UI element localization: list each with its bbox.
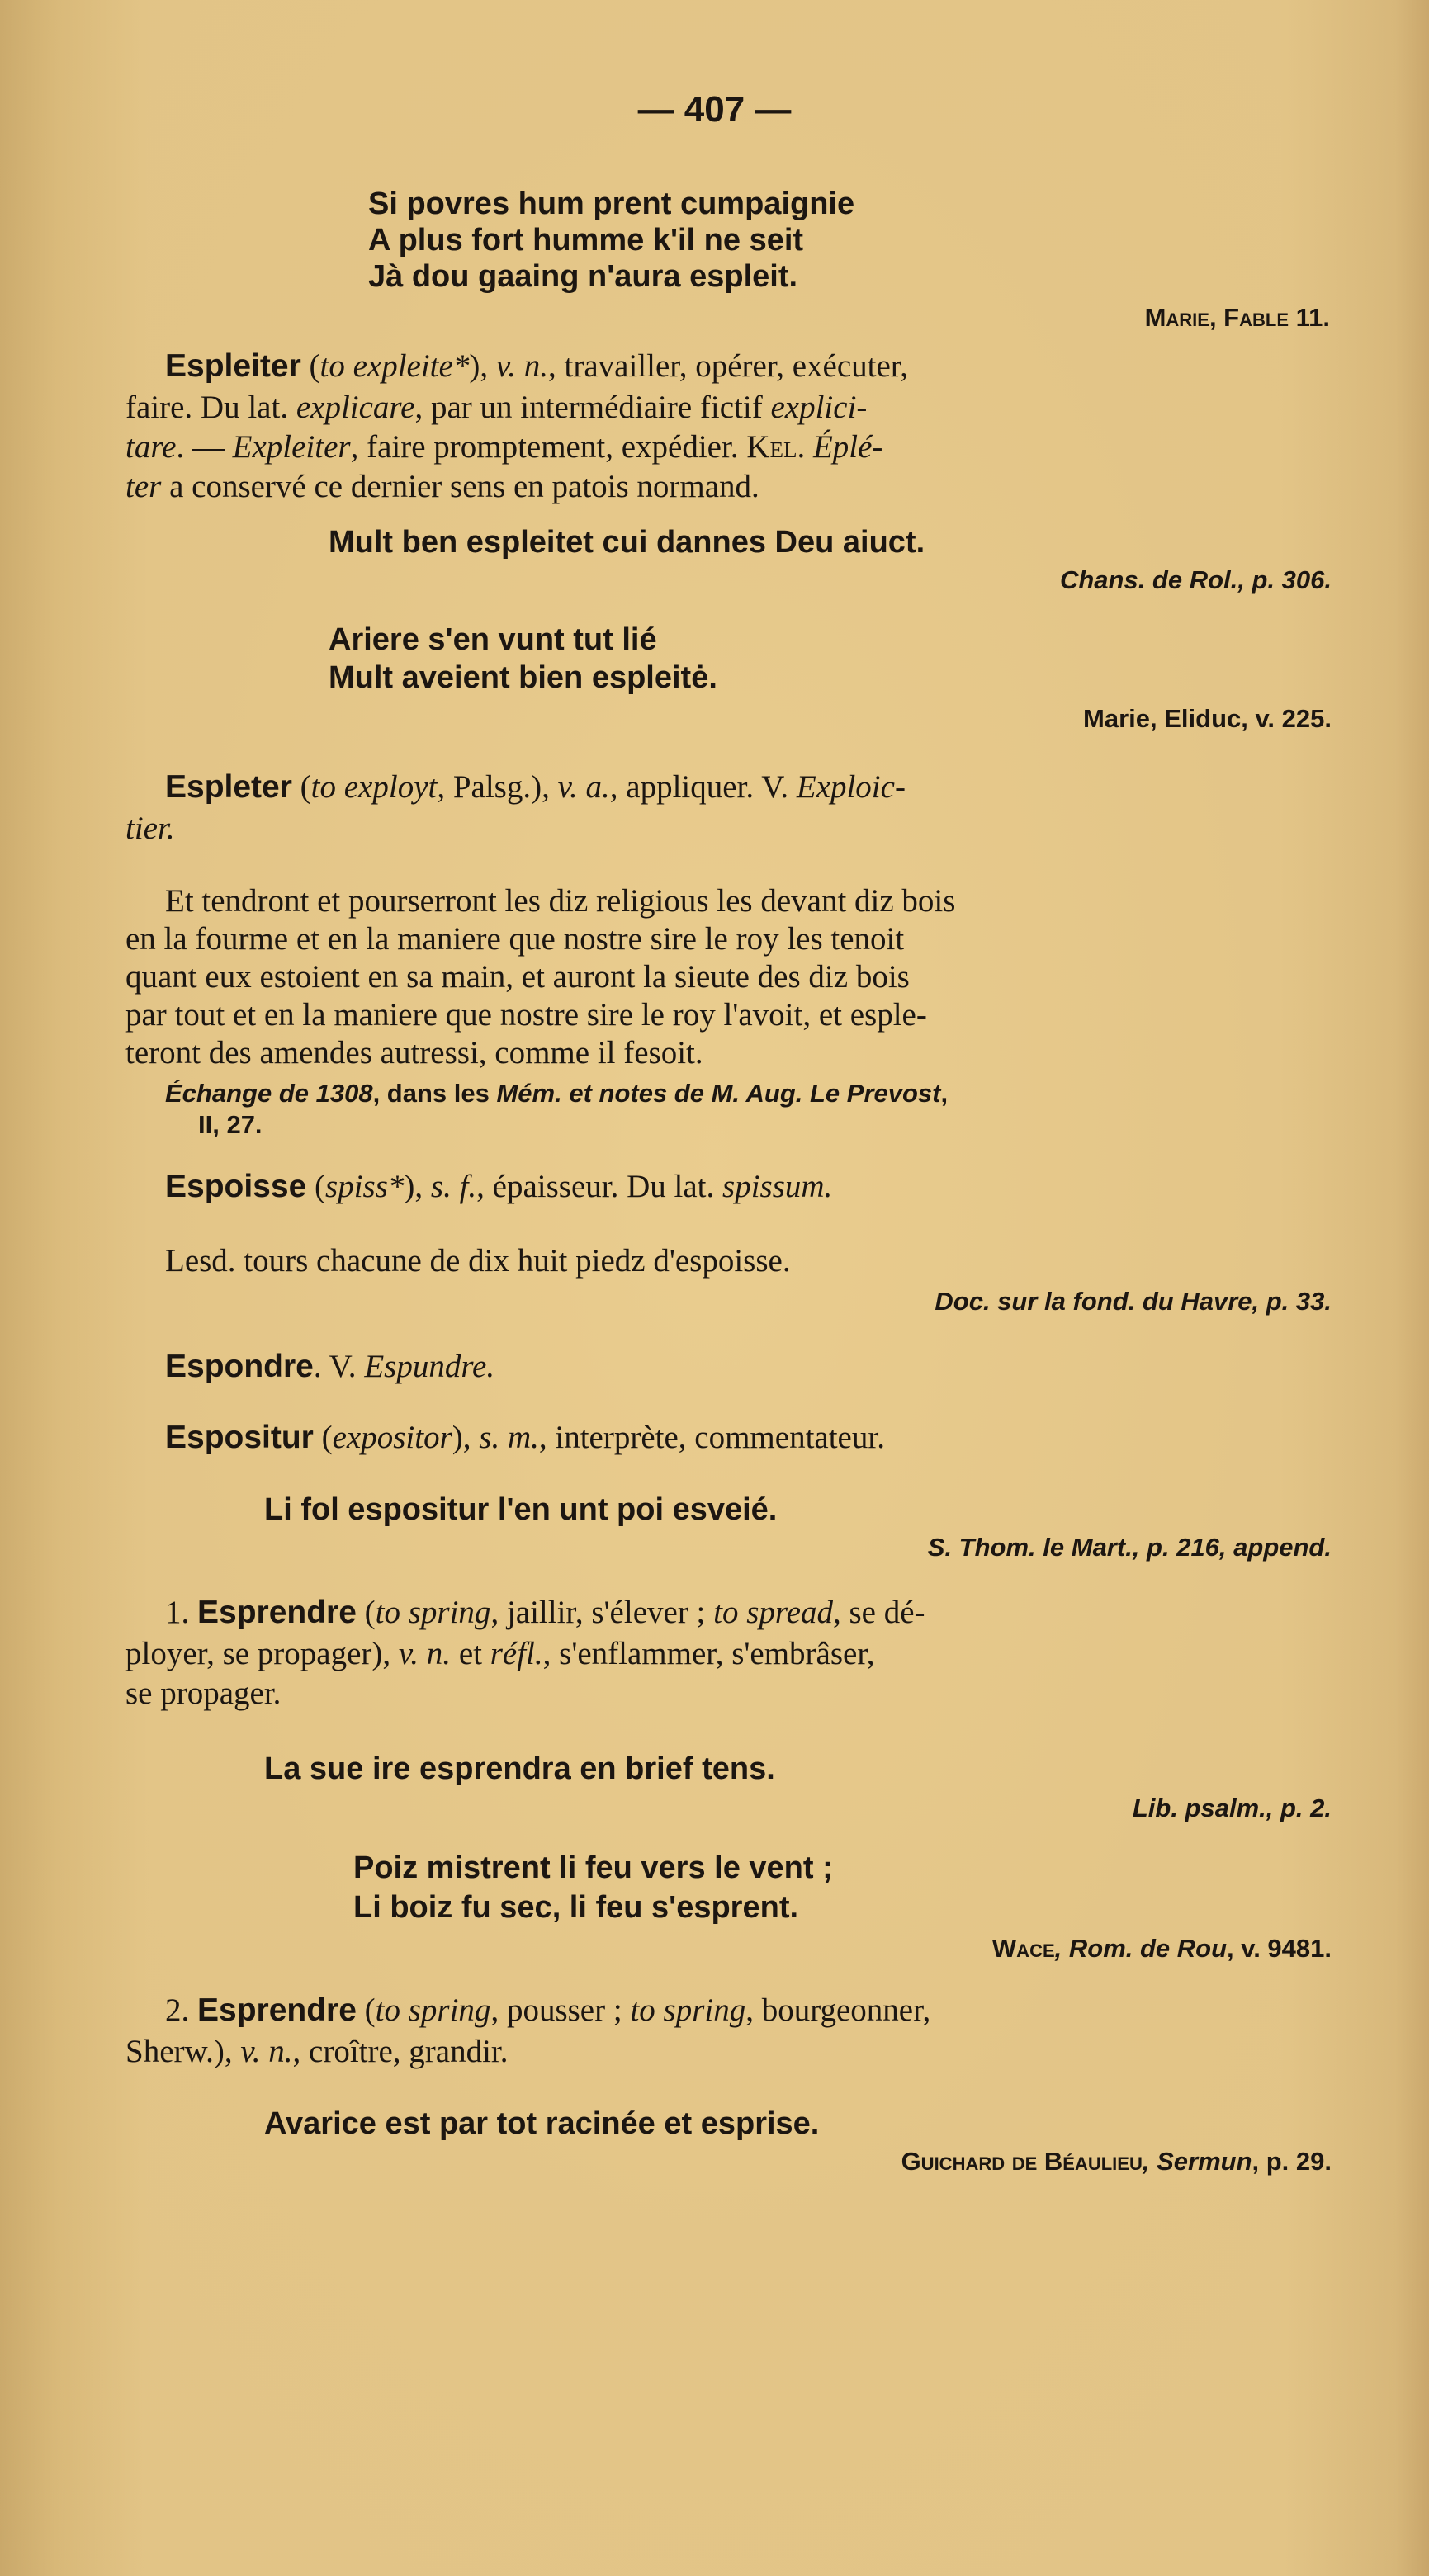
quote-line: par tout et en la maniere que nostre sire le roy l'avoit, et esple- (125, 997, 927, 1033)
etymology: to expleite* (319, 348, 470, 384)
entry-line: Espoisse (spiss*), s. f., épaisseur. Du lat. spissum. (165, 1169, 833, 1204)
headword: Espleter (165, 769, 292, 805)
entry-line: ter a conservé ce dernier sens en patois normand. (125, 469, 759, 504)
entry-line: ployer, se propager), v. n. et réfl., s'enflammer, s'embrâser, (125, 1636, 875, 1671)
entry-line: 1. Esprendre (to spring, jaillir, s'élever ; to spread, se dé- (165, 1595, 925, 1630)
headword: Espondre (165, 1349, 314, 1384)
quote-line: teront des amendes autressi, comme il fesoit. (125, 1035, 703, 1071)
citation: Marie, Eliduc, v. 225. (1083, 704, 1332, 733)
entry-line: Espleiter (to expleite*), v. n., travailler, opérer, exécuter, (165, 348, 908, 384)
part-of-speech: v. n. (495, 348, 549, 384)
entry-line: Espositur (expositor), s. m., interprète, commentateur. (165, 1420, 885, 1455)
quote-line: Si povres hum prent cumpaignie (368, 187, 855, 221)
headword: Esprendre (197, 1992, 357, 2028)
citation: Marie, Fable 11. (1144, 303, 1330, 332)
quote-line: Li boiz fu sec, li feu s'esprent. (353, 1890, 799, 1925)
quote-line: Lesd. tours chacune de dix huit piedz d'espoisse. (165, 1243, 791, 1279)
citation: Wace, Rom. de Rou, v. 9481. (991, 1934, 1332, 1963)
quote-line: Et tendront et pourserront les diz religious les devant diz bois (165, 883, 956, 919)
citation: Doc. sur la fond. du Havre, p. 33. (935, 1287, 1332, 1316)
page-number: — 407 — (637, 89, 792, 130)
quote-line: Ariere s'en vunt tut lié (329, 622, 657, 657)
headword: Espleiter (165, 348, 301, 384)
quote-line: quant eux estoient en sa main, et auront la sieute des diz bois (125, 959, 910, 995)
entry-line: tare. — Expleiter, faire promptement, expédier. Kel. Éplé- (125, 429, 883, 465)
entry-line: Espleter (to exploуt, Palsg.), v. a., appliquer. V. Exploic- (165, 769, 906, 805)
headword: Esprendre (197, 1595, 357, 1630)
headword: Espositur (165, 1420, 314, 1455)
citation: S. Thom. le Mart., p. 216, append. (927, 1533, 1332, 1562)
quote-line: en la fourme et en la maniere que nostre sire le roy les tenoit (125, 921, 905, 957)
quote-line: Li fol espositur l'en unt poi esveié. (264, 1492, 778, 1527)
entry-line: Espondre. V. Espundre. (165, 1349, 495, 1384)
quote-line: Avarice est par tot racinée et esprise. (264, 2106, 820, 2141)
quote-line: Mult aveient bien espleitė. (329, 660, 717, 695)
quote-line: Mult ben espleitet cui dannes Deu aiuct. (329, 525, 925, 560)
citation: Chans. de Rol., p. 306. (1059, 565, 1332, 594)
entry-line: faire. Du lat. explicare, par un intermédiaire fictif explici- (125, 390, 868, 425)
quote-line: Poiz mistrent li feu vers le vent ; (353, 1850, 833, 1885)
entry-line: se propager. (125, 1676, 282, 1711)
entry-line: tier. (125, 811, 175, 846)
quote-line: A plus fort humme k'il ne seit (368, 223, 804, 258)
entry-line: Sherw.), v. n., croître, grandir. (125, 2034, 509, 2069)
citation: II, 27. (198, 1110, 263, 1139)
citation: Guichard de Béaulieu, Sermun, p. 29. (901, 2147, 1332, 2176)
headword: Espoisse (165, 1169, 307, 1204)
quote-line: La sue ire esprendra en brief tens. (264, 1751, 775, 1786)
quote-line: Jà dou gaaing n'aura espleit. (368, 259, 798, 294)
citation: Lib. psalm., p. 2. (1132, 1794, 1332, 1822)
entry-line: 2. Esprendre (to spring, pousser ; to spring, bourgeonner, (165, 1992, 931, 2028)
citation: Échange de 1308, dans les Mém. et notes de M. Aug. Le Prevost, (165, 1079, 949, 1108)
